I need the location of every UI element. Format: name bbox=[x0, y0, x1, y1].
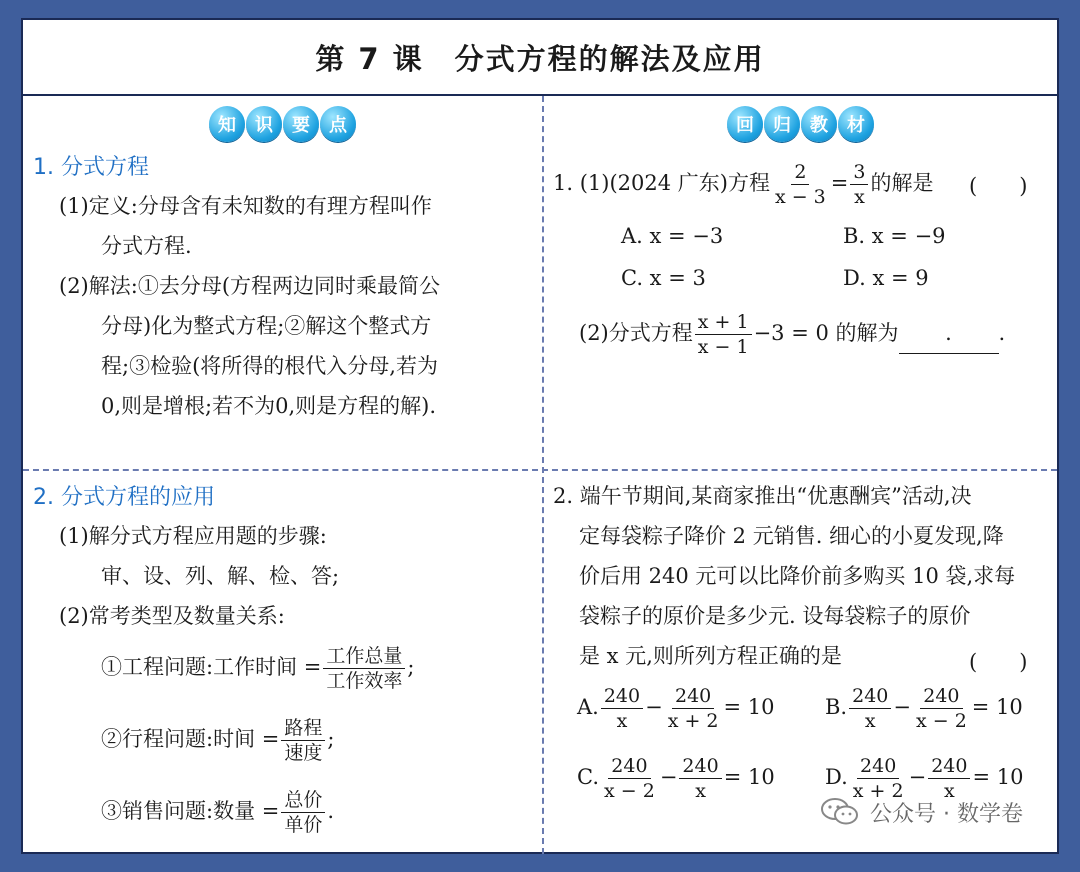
minus-sign: − bbox=[893, 695, 911, 719]
badge-char: 教 bbox=[801, 106, 837, 142]
wechat-icon bbox=[820, 796, 860, 828]
numerator: 240 bbox=[920, 684, 962, 709]
fraction bbox=[772, 160, 829, 209]
punctuation: ; bbox=[407, 655, 415, 679]
solution-line: 0,则是增根;若不为0,则是方程的解). bbox=[101, 394, 437, 418]
denominator: x − 2 bbox=[604, 780, 655, 802]
option-a bbox=[577, 684, 775, 733]
definition-block bbox=[59, 186, 440, 426]
badge-char: 材 bbox=[838, 106, 874, 142]
section-heading-application: 2. 分式方程的应用 bbox=[33, 485, 215, 510]
option-b: B. x = −9 bbox=[843, 224, 946, 248]
badge-char: 知 bbox=[209, 106, 245, 142]
answer-paren: ( ) bbox=[969, 650, 1028, 674]
denominator: x bbox=[854, 186, 865, 208]
question-line: 袋粽子的原价是多少元. 设每袋粽子的原价 bbox=[579, 604, 971, 628]
rhs: = 10 bbox=[971, 695, 1023, 719]
watermark-text: 公众号 · 数学卷 bbox=[870, 801, 1023, 827]
numerator: 240 bbox=[849, 684, 891, 709]
option-a: A. x = −3 bbox=[621, 224, 724, 248]
option-d: D. x = 9 bbox=[843, 266, 929, 290]
question-line: 定每袋粽子降价 2 元销售. 细心的小夏发现,降 bbox=[579, 524, 1004, 548]
steps-line: 审、设、列、解、检、答; bbox=[101, 564, 340, 588]
fraction bbox=[323, 644, 405, 693]
numerator: x + 1 bbox=[695, 310, 752, 335]
question-text: 的解是 bbox=[870, 171, 934, 195]
denominator: x + 2 bbox=[667, 710, 719, 732]
numerator: 240 bbox=[608, 754, 650, 779]
sales-problem-formula bbox=[101, 788, 334, 837]
question-line: 2. 端午节期间,某商家推出“优惠酬宾”活动,决 bbox=[553, 484, 972, 508]
minus-sign: − bbox=[908, 765, 927, 789]
knowledge-points-badge bbox=[209, 106, 356, 142]
badge-char: 点 bbox=[320, 106, 356, 142]
rhs: = 10 bbox=[972, 765, 1024, 789]
numerator: 路程 bbox=[281, 716, 325, 741]
definition-line: (1)定义:分母含有未知数的有理方程叫作 bbox=[59, 194, 432, 218]
badge-char: 归 bbox=[764, 106, 800, 142]
fraction bbox=[679, 754, 721, 803]
numerator: 240 bbox=[679, 754, 721, 779]
work-problem-formula bbox=[101, 644, 414, 693]
solution-line: (2)解法:①去分母(方程两边同时乘最简公 bbox=[59, 274, 441, 298]
numerator: 240 bbox=[928, 754, 970, 779]
question-2 bbox=[553, 476, 1015, 676]
option-c bbox=[577, 754, 775, 803]
numerator: 总价 bbox=[281, 788, 325, 813]
question-1-2 bbox=[579, 310, 1005, 359]
travel-problem-formula bbox=[101, 716, 334, 765]
watermark bbox=[820, 796, 1023, 828]
numerator: 工作总量 bbox=[323, 644, 405, 669]
fraction bbox=[849, 684, 891, 733]
numerator: 240 bbox=[857, 754, 899, 779]
question-text: (2)分式方程 bbox=[579, 321, 693, 345]
steps-block bbox=[59, 516, 339, 636]
solution-line: 程;③检验(将所得的根代入分母,若为 bbox=[101, 354, 438, 378]
answer-blank[interactable]: . bbox=[899, 313, 999, 354]
question-line: 是 x 元,则所列方程正确的是 bbox=[579, 644, 842, 668]
option-b bbox=[825, 684, 1023, 733]
punctuation: ; bbox=[327, 727, 335, 751]
numerator: 240 bbox=[672, 684, 714, 709]
question-line: 价后用 240 元可以比降价前多购买 10 袋,求每 bbox=[579, 564, 1016, 588]
question-text: 1. (1)(2024 广东)方程 bbox=[553, 171, 770, 195]
equals-sign: = bbox=[830, 171, 849, 195]
fraction bbox=[695, 310, 752, 359]
types-line: (2)常考类型及数量关系: bbox=[59, 604, 285, 628]
badge-char: 识 bbox=[246, 106, 282, 142]
punctuation: . bbox=[998, 321, 1006, 345]
column-divider bbox=[542, 96, 544, 854]
question-1-1 bbox=[553, 160, 933, 209]
lesson-title: 第 7 课 分式方程的解法及应用 bbox=[23, 20, 1057, 96]
numerator: 3 bbox=[850, 160, 868, 185]
option-label: B. bbox=[825, 695, 848, 719]
option-label: C. bbox=[577, 765, 599, 789]
badge-char: 回 bbox=[727, 106, 763, 142]
option-label: D. bbox=[825, 765, 848, 789]
worksheet bbox=[21, 18, 1059, 854]
denominator: 速度 bbox=[284, 742, 323, 764]
section-heading-fractional-equation: 1. 分式方程 bbox=[33, 155, 149, 180]
numerator: 240 bbox=[601, 684, 643, 709]
fraction bbox=[665, 684, 722, 733]
rhs: = 10 bbox=[723, 765, 775, 789]
textbook-review-badge bbox=[727, 106, 874, 142]
answer-paren: ( ) bbox=[969, 174, 1028, 198]
fraction bbox=[281, 716, 325, 765]
denominator: x − 2 bbox=[915, 710, 967, 732]
formula-label: ①工程问题:工作时间 = bbox=[101, 655, 322, 679]
denominator: x − 3 bbox=[774, 186, 826, 208]
formula-label: ③销售问题:数量 = bbox=[101, 799, 280, 823]
punctuation: . bbox=[327, 799, 335, 823]
denominator: 工作效率 bbox=[326, 670, 403, 692]
fraction bbox=[281, 788, 325, 837]
denominator: x + 2 bbox=[852, 780, 904, 802]
fraction bbox=[601, 684, 643, 733]
denominator: x bbox=[864, 710, 876, 732]
fraction bbox=[601, 754, 658, 803]
numerator: 2 bbox=[791, 160, 809, 185]
question-text: −3 = 0 的解为 bbox=[753, 321, 899, 345]
badge-char: 要 bbox=[283, 106, 319, 142]
denominator: x bbox=[695, 780, 706, 802]
definition-line: 分式方程. bbox=[101, 234, 192, 258]
denominator: x − 1 bbox=[697, 336, 749, 358]
fraction bbox=[850, 160, 868, 209]
row-divider bbox=[23, 469, 1057, 471]
option-label: A. bbox=[577, 695, 599, 719]
option-c: C. x = 3 bbox=[621, 266, 706, 290]
solution-line: 分母)化为整式方程;②解这个整式方 bbox=[101, 314, 432, 338]
fraction bbox=[913, 684, 970, 733]
denominator: 单价 bbox=[284, 814, 323, 836]
rhs: = 10 bbox=[723, 695, 775, 719]
steps-line: (1)解分式方程应用题的步骤: bbox=[59, 524, 327, 548]
minus-sign: − bbox=[645, 695, 663, 719]
formula-label: ②行程问题:时间 = bbox=[101, 727, 280, 751]
denominator: x bbox=[943, 780, 955, 802]
denominator: x bbox=[616, 710, 628, 732]
minus-sign: − bbox=[659, 765, 678, 789]
